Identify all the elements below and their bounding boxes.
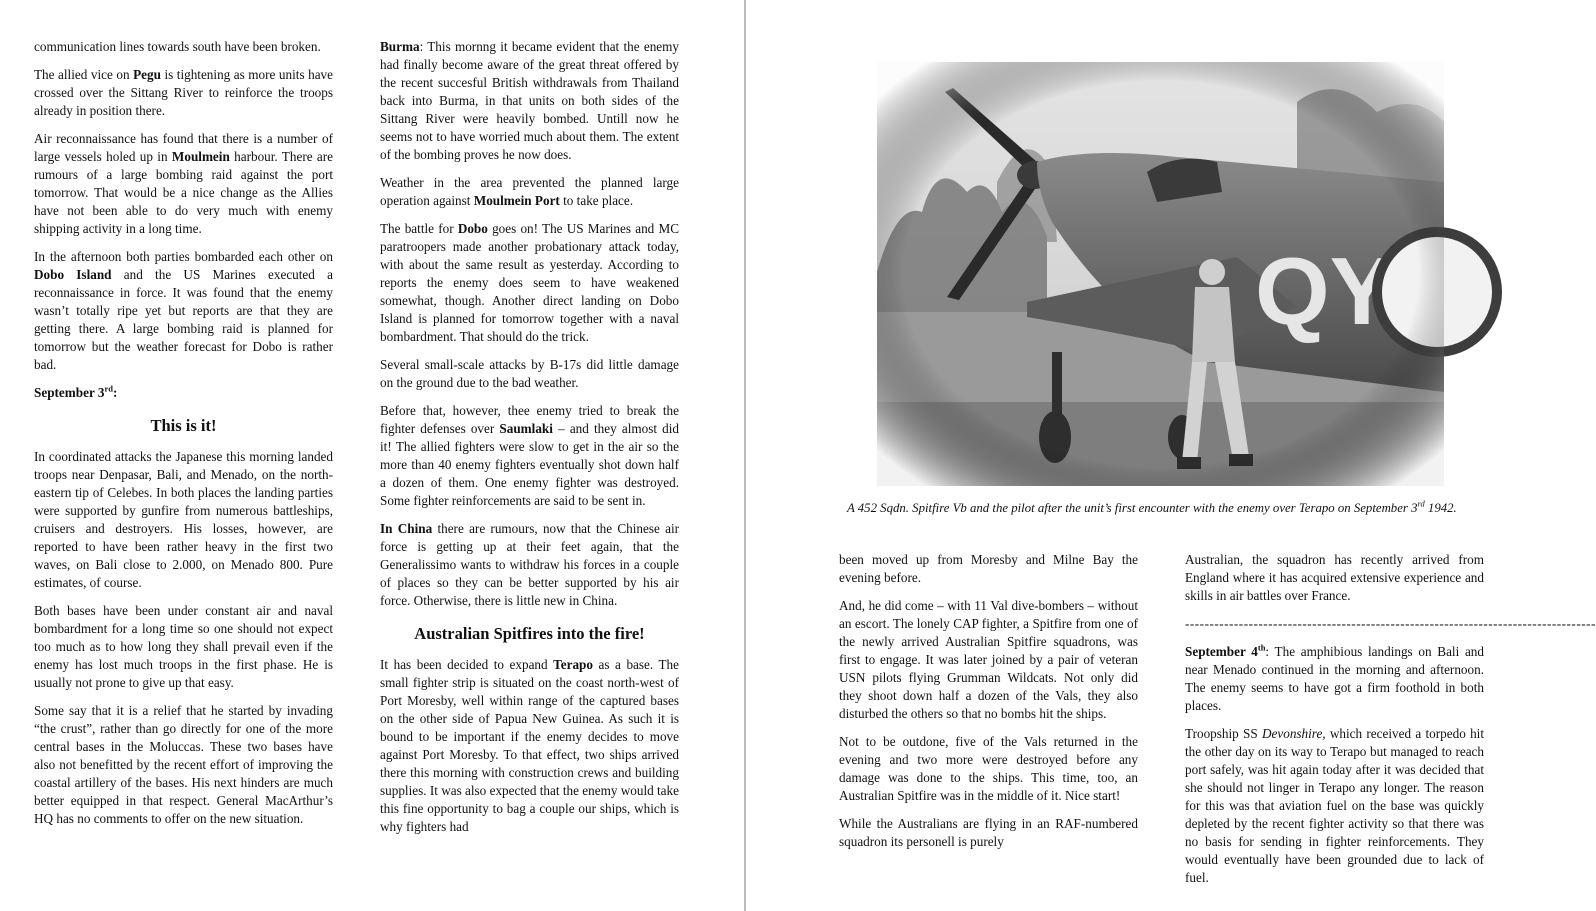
place-name: Saumlaki bbox=[499, 421, 553, 436]
right-page bbox=[747, 0, 1596, 911]
paragraph: Not to be outdone, five of the Vals returned in the evening and two more were destroyed before any damage was done to the ships. This time, too, an Australian Spitfire was in the middle of it. Nice start! bbox=[839, 734, 1138, 803]
paragraph: Burma: This mornng it became evident that the enemy had finally become aware of the great threat offered by the recent succesful British withdrawals from Thailand back into Burma, in that units on both sides of the Sittang River were heavily bombed. Untill now he seems not to have worried much about them. The extent of the bombing proves he now does. bbox=[380, 39, 679, 162]
paragraph: Australian, the squadron has recently arrived from England where it has acquired extensive experience and skills in air battles over France. bbox=[1185, 552, 1484, 603]
article-heading: Australian Spitfires into the fire! bbox=[414, 624, 645, 643]
place-name: In China bbox=[380, 521, 433, 536]
place-name: Dobo Island bbox=[34, 267, 112, 282]
paragraph: In coordinated attacks the Japanese this morning landed troops near Denpasar, Bali, and Menado, on the north-eastern tip of Celebes. In both places the landing parties were supported by gunfire from numerous battleships, cruisers and destroyers. His losses, however, are reported to have been rather heavy in the first two waves, on Bali close to 2.000, on Menado 800. Pure estimates, of course. bbox=[34, 449, 333, 590]
place-name: Pegu bbox=[133, 67, 161, 82]
left-page bbox=[0, 0, 744, 911]
place-name: Moulmein Port bbox=[473, 193, 560, 208]
left-column-1 bbox=[34, 38, 333, 838]
page-spine bbox=[744, 0, 746, 911]
paragraph: September 4th: The amphibious landings on Bali and near Menado continued in the morning and afternoon. The enemy seems to have got a firm foothold in both places. bbox=[1185, 642, 1484, 713]
paragraph: Several small-scale attacks by B-17s did little damage on the ground due to the bad weather. bbox=[380, 357, 679, 390]
section-divider: ------------------------------------------------------------------------------------ bbox=[1185, 616, 1596, 631]
paragraph: While the Australians are flying in an RAF-numbered squadron its personell is purely bbox=[839, 816, 1138, 849]
place-name: Terapo bbox=[553, 657, 593, 672]
paragraph: The battle for Dobo goes on! The US Marines and MC paratroopers made another probationary attack today, with about the same result as yesterday. According to reports the enemy does seem to have weakened somewhat, though. Another direct landing on Dobo Island is planned for tomorrow together with a naval bombardment. That should do the trick. bbox=[380, 221, 679, 344]
place-name: Moulmein bbox=[171, 149, 230, 164]
article-heading: This is it! bbox=[150, 416, 217, 435]
paragraph: Some say that it is a relief that he started by invading “the crust”, rather than go directly for one of the more central bases in the Moluccas. These two bases have also not benefitted by the recent effort of improving the coastal artillery of the bases. His next hinders are much better equipped in that respect. General MacArthur’s HQ has no comments to offer on the new situation. bbox=[34, 703, 333, 826]
paragraph: In the afternoon both parties bombarded each other on Dobo Island and the US Marines executed a reconnaissance in force. It was found that the enemy wasn’t totally ripe yet but reports are that they are getting there. A large bombing raid is planned for tomorrow but the weather forecast for Dobo is rather bad. bbox=[34, 249, 333, 372]
date-heading: September 3rd: bbox=[34, 383, 118, 400]
paragraph: In China there are rumours, now that the Chinese air force is getting up at their feet again, that the Generalissimo wants to withdraw his forces in a couple of places so they can be better supported by his air force. Otherwise, there is little new in China. bbox=[380, 521, 679, 608]
paragraph: It has been decided to expand Terapo as a base. The small fighter strip is situated on the coast north-west of Port Moresby, well within range of the captured bases on the other side of Papua New Guinea. As such it is bound to be important if the enemy decides to move against Port Moresby. To that effect, two ships arrived there this morning with construction crews and building supplies. It was also expected that the enemy would take this fine opportunity to bag a couple our ships, which is why fighters had bbox=[380, 657, 679, 834]
left-column-2 bbox=[380, 38, 679, 846]
paragraph: Both bases have been under constant air and naval bombardment for a long time so one should not expect too much as to how long they shall prevail even if the enemy has lost much troops in the first phase. He is usually not prone to give up that easy. bbox=[34, 603, 333, 690]
paragraph: Air reconnaissance has found that there is a number of large vessels holed up in Moulmein harbour. There are rumours of a large bombing raid against the port tomorrow. That would be a nice change as the Allies have not been able to do very much with enemy shipping activity in a long time. bbox=[34, 131, 333, 236]
paragraph: Before that, however, thee enemy tried to break the fighter defenses over Saumlaki – and they almost did it! The allied fighters were slow to get in the air so the more than 40 enemy fighters eventually shot down half a dozen of them. One enemy fighter was destroyed. Some fighter reinforcements are said to be sent in. bbox=[380, 403, 679, 508]
paragraph: Troopship SS Devonshire, which received a torpedo hit the other day on its way to Terapo but managed to reach port safely, was hit again today after it was decided that she should not linger in Terapo any longer. The reason for this was that aviation fuel on the base was quickly depleted by the recent fighter activity so that there was no basis for sending in fighter reinforcements. They would eventually have been grounded due to lack of fuel. bbox=[1185, 726, 1484, 885]
paragraph: Weather in the area prevented the planned large operation against Moulmein Port to take place. bbox=[380, 175, 679, 208]
ship-name: Devonshire, bbox=[1262, 726, 1326, 741]
place-name: Burma bbox=[380, 39, 420, 54]
photo-caption: A 452 Sqdn. Spitfire Vb and the pilot after the unit’s first encounter with the enemy over Terapo on September 3rd 1942. bbox=[847, 498, 1457, 515]
date-label: September 4th bbox=[1185, 642, 1266, 659]
paragraph: communication lines towards south have been broken. bbox=[34, 39, 321, 54]
paragraph: The allied vice on Pegu is tightening as more units have crossed over the Sittang River to reinforce the troops already in position there. bbox=[34, 67, 333, 118]
right-column-2 bbox=[1185, 551, 1596, 897]
paragraph: been moved up from Moresby and Milne Bay the evening before. bbox=[839, 552, 1138, 585]
paragraph: And, he did come – with 11 Val dive-bombers – without an escort. The lonely CAP fighter, a Spitfire from one of the newly arrived Australian Spitfire squadrons, was first to engage. It was later joined by a pair of veteran USN pilots flying Grumman Wildcats. Not only did they shoot down half a dozen of the Vals, they also disturbed the others so that no bombs hit the ships. bbox=[839, 598, 1138, 721]
spitfire-photo bbox=[877, 62, 1444, 486]
right-column-1 bbox=[839, 551, 1138, 861]
place-name: Dobo bbox=[457, 221, 488, 236]
